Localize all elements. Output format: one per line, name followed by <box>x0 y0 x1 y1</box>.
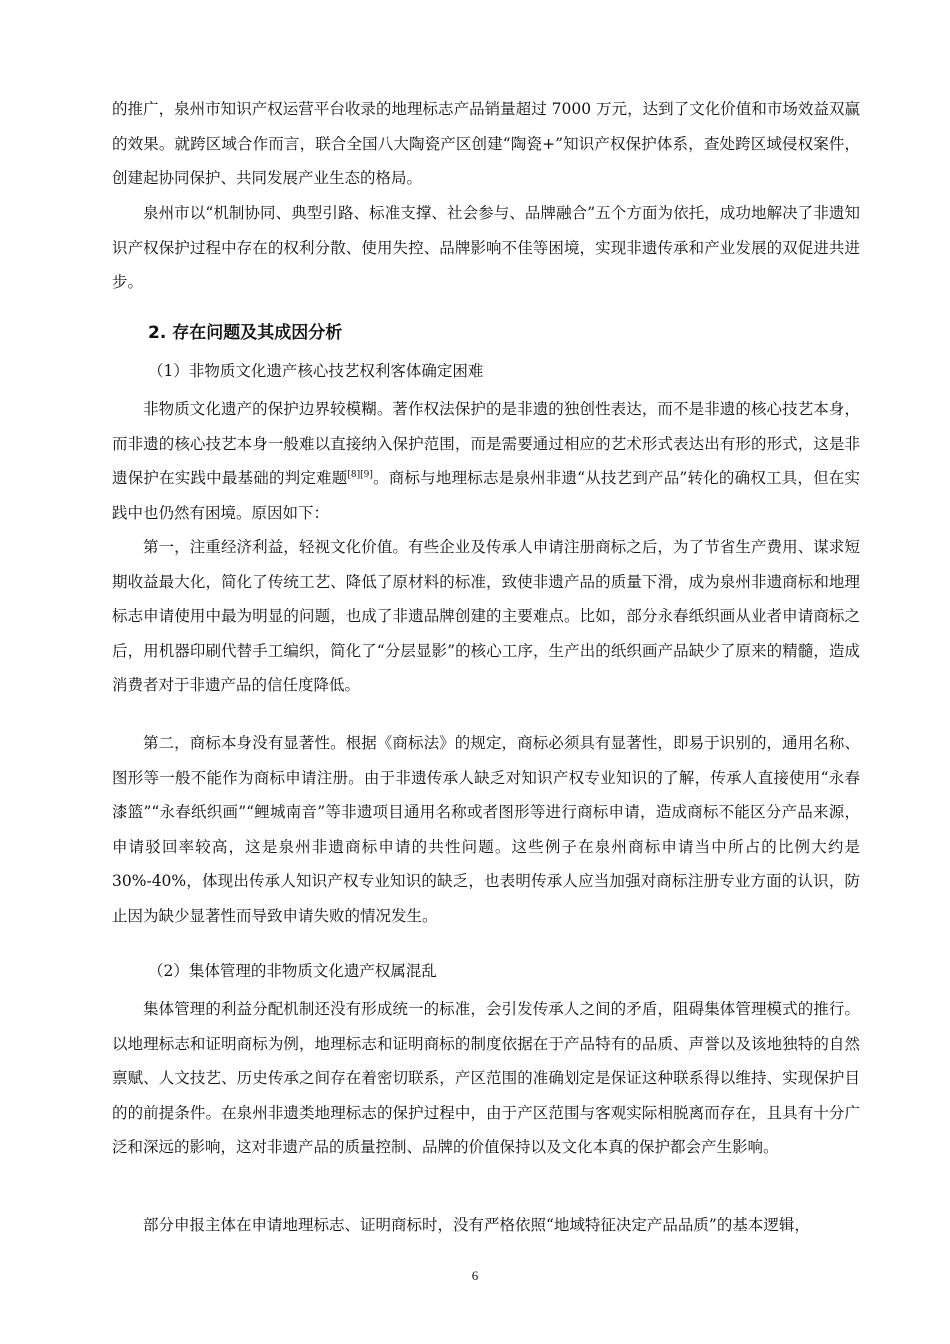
paragraph-quanzhou-summary: 泉州市以“机制协同、典型引路、标准支撑、社会参与、品牌融合”五个方面为依托，成功地解决了非遗知识产权保护过程中存在的权利分散、使用失控、品牌影响不佳等困境，实现非遗传承和产业发展的双促进共进步。 <box>112 204 860 292</box>
paragraph-application-subjects: 部分申报主体在申请地理标志、证明商标时，没有严格依照“地域特征决定产品品质”的基本逻辑， <box>143 1216 810 1234</box>
section-heading: 2. 存在问题及其成因分析 <box>148 323 343 343</box>
paragraph-text-after-citation: 。商标与地理标志是泉州非遗“从技艺到产品”转化的确权工具，但在实践中也仍然有困境。原因如下： <box>112 469 860 522</box>
paragraph-continuation: 的推广，泉州市知识产权运营平台收录的地理标志产品销量超过 7000 万元，达到了文化价值和市场效益双赢的效果。就跨区域合作而言，联合全国八大陶瓷产区创建“陶瓷+”知识产权保护体系，查处跨区域侵权案件，创建起协同保护、共同发展产业生态的格局。 <box>112 100 860 188</box>
subsection-heading-1: （1）非物质文化遗产核心技艺权利客体确定困难 <box>148 362 484 380</box>
subsection-heading-2: （2）集体管理的非物质文化遗产权属混乱 <box>148 962 437 980</box>
paragraph-collective-management: 集体管理的利益分配机制还没有形成统一的标准，会引发传承人之间的矛盾，阻碍集体管理模式的推行。以地理标志和证明商标为例，地理标志和证明商标的制度依据在于产品特有的品质、声誉以及该地独特的自然禀赋、人文技艺、历史传承之间存在着密切联系，产区范围的准确划定是保证这种联系得以维持、实现保护目的的前提条件。在泉州非遗类地理标志的保护过程中，由于产区范围与客观实际相脱离而存在，且具有十分广泛和深远的影响，这对非遗产品的质量控制、品牌的价值保持以及文化本真的保护都会产生影响。 <box>112 1000 860 1157</box>
paragraph-protection-boundary <box>112 392 860 530</box>
citation-marker: [8][9] <box>347 470 373 481</box>
page-number: 6 <box>471 1268 479 1283</box>
paragraph-text-before-citation: 非物质文化遗产的保护边界较模糊。著作权法保护的是非遗的独创性表达，而不是非遗的核心技艺本身，而非遗的核心技艺本身一般难以直接纳入保护范围，而是需要通过相应的艺术形式表达出有形的形式，这是非遗保护在实践中最基础的判定难题 <box>112 400 860 488</box>
paragraph-second-reason: 第二，商标本身没有显著性。根据《商标法》的规定，商标必须具有显著性，即易于识别的，通用名称、图形等一般不能作为商标申请注册。由于非遗传承人缺乏对知识产权专业知识的了解，传承人直接使用“永春漆篮”“永春纸织画”“鲤城南音”等非遗项目通用名称或者图形等进行商标申请，造成商标不能区分产品来源，申请驳回率较高，这是泉州非遗商标申请的共性问题。这些例子在泉州商标申请当中所占的比例大约是 30%-40%，体现出传承人知识产权专业知识的缺乏，也表明传承人应当加强对商标注册专业方面的认识，防止因为缺少显著性而导致申请失败的情况发生。 <box>112 734 860 925</box>
paragraph-first-reason: 第一，注重经济利益，轻视文化价值。有些企业及传承人申请注册商标之后，为了节省生产费用、谋求短期收益最大化，简化了传统工艺、降低了原材料的标准，致使非遗产品的质量下滑，成为泉州非遗商标和地理标志申请使用中最为明显的问题，也成了非遗品牌创建的主要难点。比如，部分永春纸织画从业者申请商标之后，用机器印刷代替手工编织，简化了“分层显影”的核心工序，生产出的纸织画产品缺少了原来的精髓，造成消费者对于非遗产品的信任度降低。 <box>112 538 860 695</box>
